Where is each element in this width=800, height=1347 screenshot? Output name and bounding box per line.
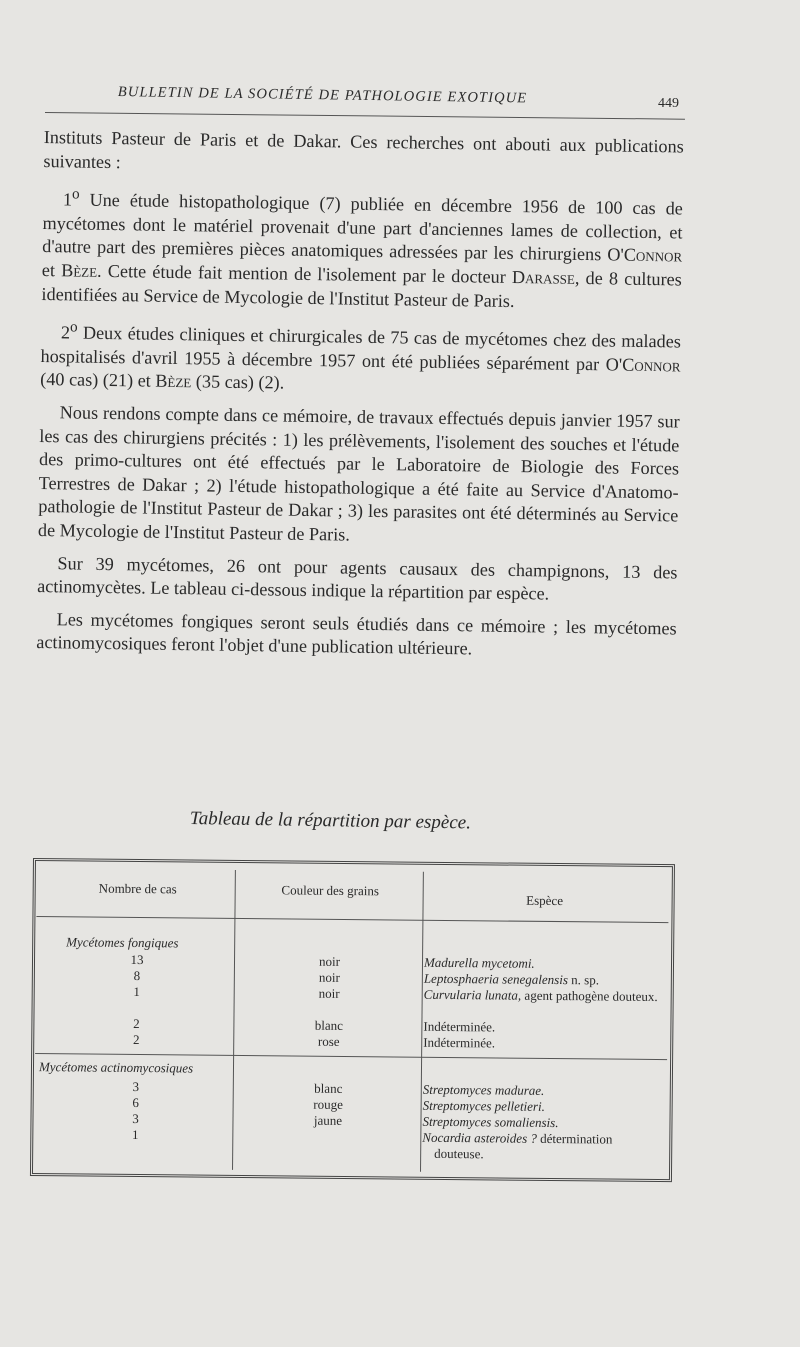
paragraph-3 [40, 315, 681, 401]
table-cell-species: Streptomyces somaliensis. [422, 1113, 559, 1131]
p2-text-a: Une étude histopathologique (7) publiée en décembre 1956 de 100 cas de mycétomes dont le matériel provenait d'une part d'anciennes lames de collection, et d'autre part des premières pièces anatomiques adressées par les chirurgiens [42, 189, 683, 265]
header-rule [45, 112, 685, 120]
table-cell-color: rouge [313, 1096, 344, 1112]
table-cell-color: noir [318, 969, 340, 985]
paragraph-2 [41, 182, 683, 316]
table-cell-species: Indéterminée. [423, 1018, 496, 1035]
author-beze: Bèze [61, 260, 98, 281]
p3-text-b: (40 cas) (21) et [40, 369, 156, 392]
table-cell-count: 6 [132, 1094, 139, 1111]
table-cell-count: 2 [133, 1015, 140, 1032]
header-nombre-de-cas: Nombre de cas [98, 880, 177, 897]
species-note: détermination douteuse. [434, 1130, 613, 1162]
table-cell-species: Indéterminée. [423, 1034, 496, 1051]
table-cell-count: 2 [132, 1031, 140, 1048]
running-head-title: BULLETIN DE LA SOCIÉTÉ DE PATHOLOGIE EXOTIQUE [117, 84, 528, 107]
table-cell-color: rose [317, 1033, 340, 1049]
species-note: n. sp. [571, 972, 600, 988]
header-couleur-des-grains: Couleur des grains [281, 882, 380, 899]
p2-ordinal: o [71, 185, 80, 203]
species-name: Nocardia asteroides ? [422, 1129, 537, 1146]
table-cell-species [422, 1130, 662, 1164]
author-beze-2: Bèze [155, 371, 192, 392]
table-cell-count: 1 [132, 1126, 139, 1143]
page-number: 449 [658, 96, 679, 111]
author-oconnor: O'Connor [607, 244, 683, 266]
p2-numeral: 1 [62, 189, 73, 210]
table-cell-count: 3 [132, 1078, 140, 1095]
table-cell-species: Madurella mycetomi. [423, 954, 535, 971]
species-name: Leptosphaeria senegalensis [423, 970, 569, 988]
p3-text-a: Deux études cliniques et chirurgicales de 75 cas de mycétomes chez des malades hospitalisés d'avril 1955 à décembre 1957 ont été publiées séparément par [40, 322, 682, 375]
table-cell-count: 3 [132, 1110, 139, 1127]
p3-ordinal: o [69, 318, 78, 336]
p2-text-et: et [41, 260, 62, 281]
paragraph-6: Les mycétomes fongiques seront seuls étudiés dans ce mémoire ; les mycétomes actinomycosiques feront l'objet d'une publication ultérieure. [36, 609, 677, 659]
species-table [30, 858, 675, 1182]
header-espece: Espèce [526, 892, 564, 909]
p2-text-b: . Cette étude fait mention de l'isolement par le docteur [96, 260, 513, 287]
species-note: agent pathogène douteux. [524, 987, 658, 1005]
table-caption: Tableau de la répartition par espèce. [189, 808, 472, 834]
species-name: Curvularia lunata, [423, 986, 522, 1003]
table-cell-species: Streptomyces madurae. [422, 1081, 545, 1098]
body-text [36, 126, 684, 673]
table-cell-color: noir [318, 953, 341, 969]
table-cell-color: blanc [314, 1017, 344, 1033]
p3-numeral: 2 [60, 322, 71, 343]
group-label-actinomycosiques: Mycétomes actinomycosiques [38, 1059, 194, 1076]
table-cell-color: blanc [314, 1080, 343, 1096]
p2-text-c: , de 8 cultures identifiées au Service de Mycologie de l'Institut Pasteur de Paris. [41, 267, 682, 311]
table-cell-color: noir [318, 985, 340, 1001]
table-cell-species [424, 987, 664, 1005]
paragraph-5: Sur 39 mycétomes, 26 ont pour agents causaux des champignons, 13 des actinomycètes. Le tableau ci-dessous indique la répartition par espèce. [37, 552, 678, 604]
group-label-fongiques: Mycétomes fongiques [66, 934, 179, 951]
author-oconnor-2: O'Connor [605, 354, 681, 376]
table-cell-species: Streptomyces pelletieri. [422, 1097, 545, 1114]
p3-text-c: (35 cas) (2). [191, 371, 285, 394]
table-cell-count: 8 [133, 967, 141, 984]
paragraph-1: Instituts Pasteur de Paris et de Dakar. Ces recherches ont abouti aux publications suivantes : [43, 126, 684, 172]
table-cell-count: 13 [130, 951, 144, 968]
paragraph-4: Nous rendons compte dans ce mémoire, de travaux effectués depuis janvier 1957 sur les cas des chirurgiens précités : 1) les prélèvements, l'isolement des souches et l'étude des primo-cultures ont été effectués par le Laboratoire de Biologie des Forces Terrestres de Dakar ; 2) l'étude histopathologique a été faite au Service d'Anatomo-pathologie de l'Institut Pasteur de Dakar ; 3) les parasites ont été déterminés au Service de Mycologie de l'Institut Pasteur de Paris. [37, 402, 680, 545]
author-darasse: Darasse [511, 266, 576, 288]
table-cell-count: 1 [133, 983, 141, 1000]
table-cell-color: jaune [313, 1112, 343, 1128]
